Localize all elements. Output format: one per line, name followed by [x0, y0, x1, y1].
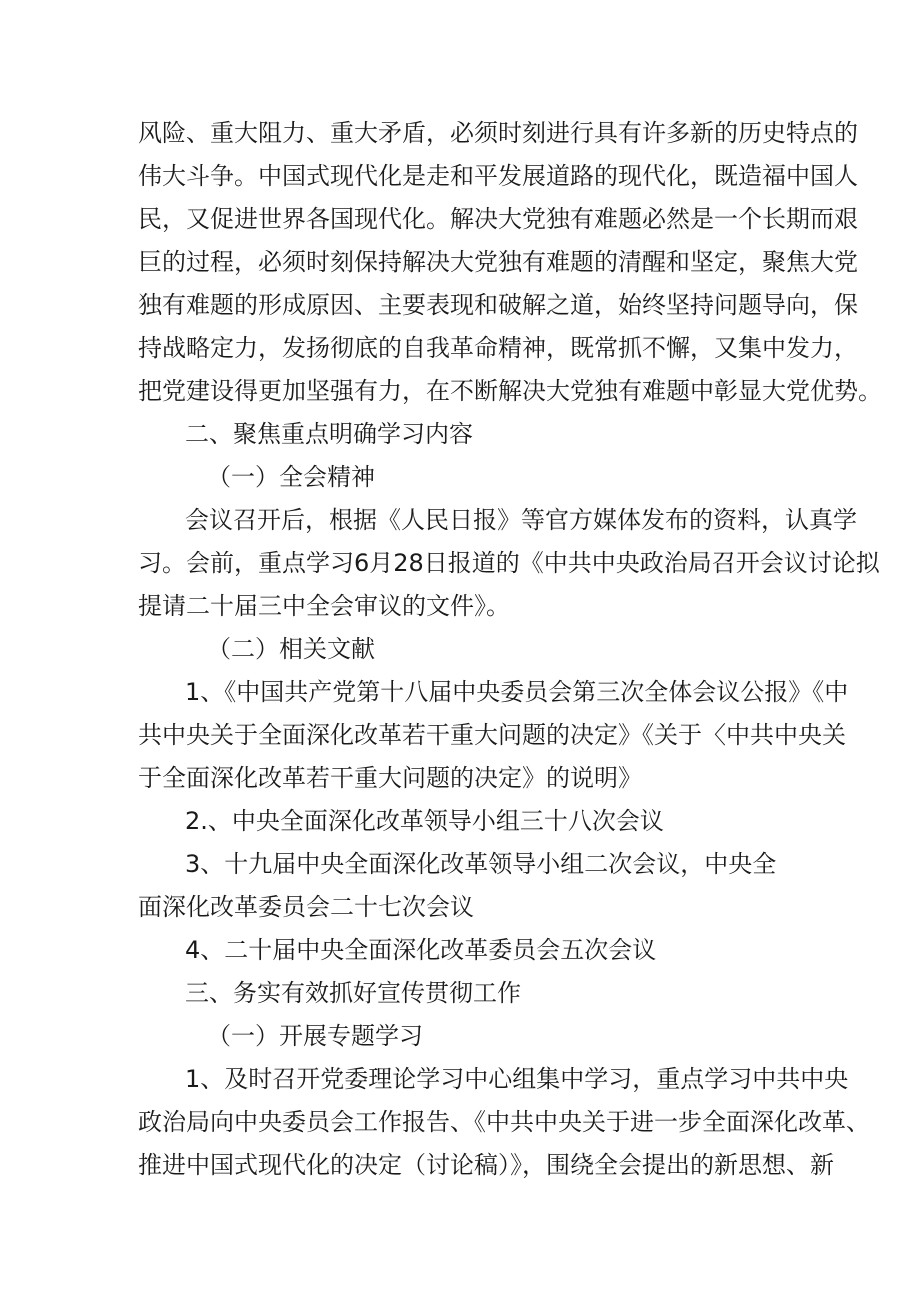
paragraph-line: 伟大斗争。中国式现代化是走和平发展道路的现代化，既造福中国人: [138, 162, 858, 190]
list-item: 4、二十届中央全面深化改革委员会五次会议: [185, 936, 657, 964]
paragraph-line: 面深化改革委员会二十七次会议: [138, 893, 474, 921]
paragraph-line: 推进中国式现代化的决定（讨论稿）》，围绕全会提出的新思想、新: [138, 1151, 834, 1179]
paragraph-line: 于全面深化改革若干重大问题的决定》的说明》: [138, 764, 642, 792]
paragraph-line: 持战略定力，发扬彻底的自我革命精神，既常抓不懈，又集中发力，: [138, 334, 858, 362]
paragraph-line: 会议召开后，根据《人民日报》等官方媒体发布的资料，认真学: [185, 506, 857, 534]
paragraph-line: 政治局向中央委员会工作报告、《中共中央关于进一步全面深化改革、: [138, 1108, 870, 1136]
section-heading: 二、聚焦重点明确学习内容: [185, 420, 473, 448]
subsection-heading: （一）开展专题学习: [207, 1022, 423, 1050]
list-item: 2.、中央全面深化改革领导小组三十八次会议: [185, 807, 664, 835]
list-item: 3、十九届中央全面深化改革领导小组二次会议，中央全: [185, 850, 777, 878]
paragraph-line: 习。会前，重点学习6月28日报道的《中共中央政治局召开会议讨论拟: [138, 549, 880, 577]
list-item: 1、及时召开党委理论学习中心组集中学习，重点学习中共中央: [185, 1065, 849, 1093]
list-item: 1、《中国共产党第十八届中央委员会第三次全体会议公报》《中: [185, 678, 849, 706]
subsection-heading: （一）全会精神: [207, 463, 375, 491]
paragraph-line: 巨的过程，必须时刻保持解决大党独有难题的清醒和坚定，聚焦大党: [138, 248, 858, 276]
paragraph-line: 民，又促进世界各国现代化。解决大党独有难题必然是一个长期而艰: [138, 205, 858, 233]
paragraph-line: 把党建设得更加坚强有力，在不断解决大党独有难题中彰显大党优势。: [138, 377, 882, 405]
paragraph-line: 风险、重大阻力、重大矛盾，必须时刻进行具有许多新的历史特点的: [138, 119, 858, 147]
paragraph-line: 提请二十届三中全会审议的文件》。: [138, 592, 510, 620]
paragraph-line: 共中央关于全面深化改革若干重大问题的决定》《关于〈中共中央关: [138, 721, 846, 749]
paragraph-line: 独有难题的形成原因、主要表现和破解之道，始终坚持问题导向，保: [138, 291, 858, 319]
subsection-heading: （二）相关文献: [207, 635, 375, 663]
section-heading: 三、务实有效抓好宣传贯彻工作: [185, 979, 521, 1007]
